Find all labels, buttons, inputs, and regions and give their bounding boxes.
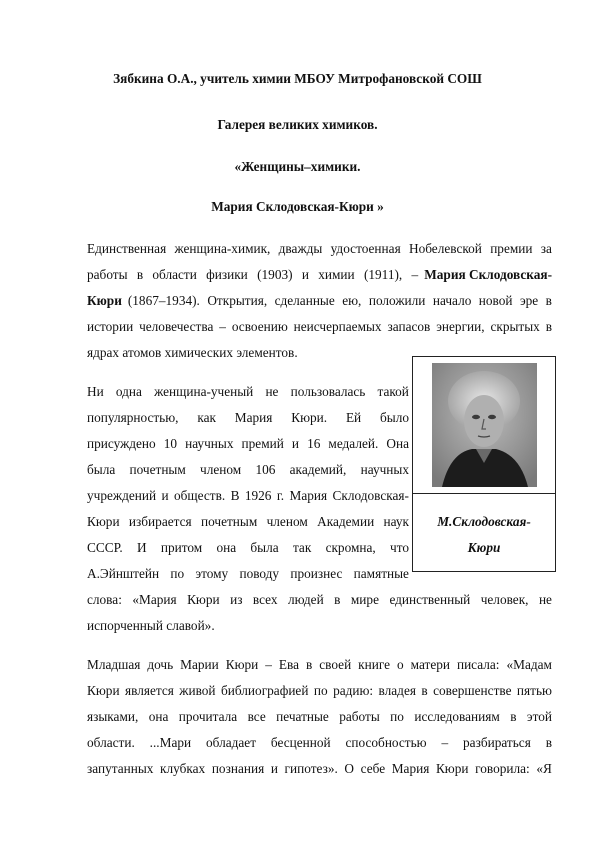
- word: членом: [200, 462, 242, 477]
- word: неисчерпаемых: [293, 319, 382, 334]
- word: В: [230, 488, 240, 503]
- word: ею,: [342, 293, 362, 308]
- word: разбираться: [463, 735, 531, 750]
- word: «Мадам: [506, 657, 552, 672]
- word: пятью: [516, 683, 552, 698]
- word: «Я: [536, 761, 552, 776]
- word: что: [390, 540, 409, 555]
- paragraph-2-line: испорченный славой».: [87, 618, 215, 633]
- word: работы: [87, 267, 128, 282]
- paragraph-2-line: [87, 383, 409, 401]
- word: человек,: [480, 592, 529, 607]
- word: прочитала: [178, 709, 238, 724]
- word: в: [545, 319, 552, 334]
- word: не: [265, 384, 279, 399]
- word: положили: [368, 293, 426, 308]
- word: слова:: [87, 592, 122, 607]
- word: почетным: [129, 462, 186, 477]
- word: в: [421, 683, 428, 698]
- word: членом: [266, 514, 308, 529]
- word: такой: [377, 384, 409, 399]
- word: сделанные: [274, 293, 335, 308]
- word: Академии: [317, 514, 375, 529]
- word: живой: [179, 683, 216, 698]
- paragraph-2-line: [87, 409, 409, 427]
- word: дважды: [278, 241, 323, 256]
- word: произнес: [290, 566, 343, 581]
- word: она: [216, 540, 237, 555]
- paragraph-2-line: [87, 435, 409, 453]
- paragraph-2-line: [87, 487, 409, 505]
- word: наук: [383, 514, 409, 529]
- word: новой: [478, 293, 513, 308]
- word: себе: [360, 761, 386, 776]
- paragraph-2-line: [87, 539, 409, 557]
- word: мире: [350, 592, 379, 607]
- word: не: [538, 592, 552, 607]
- word: области.: [87, 735, 135, 750]
- word: истории: [87, 319, 134, 334]
- word: физики: [206, 267, 248, 282]
- word: своей: [319, 657, 352, 672]
- photo-divider: [413, 493, 555, 494]
- word: этой: [526, 709, 552, 724]
- word: пользовалась: [290, 384, 366, 399]
- word: освоению: [231, 319, 288, 334]
- word: как: [197, 410, 216, 425]
- name-bold: Кюри: [87, 293, 122, 308]
- paragraph-3-line: [87, 656, 552, 674]
- word: –: [441, 735, 449, 750]
- word: запутанных: [87, 761, 154, 776]
- word: Ева: [278, 657, 300, 672]
- paragraph-1-line: ядрах атомов химических элементов.: [87, 345, 298, 360]
- word: бесценной: [270, 735, 331, 750]
- word: Открытия,: [207, 293, 268, 308]
- word: одна: [115, 384, 142, 399]
- word: матери: [410, 657, 450, 672]
- word: из: [230, 592, 243, 607]
- word: А.Эйнштейн: [87, 566, 160, 581]
- word: женщина-ученый: [154, 384, 254, 399]
- word: (1867–1934).: [127, 293, 200, 308]
- word: языками,: [87, 709, 139, 724]
- word: в: [545, 735, 552, 750]
- word: Кюри.: [291, 410, 328, 425]
- word: и: [301, 267, 309, 282]
- word: единственный: [389, 592, 471, 607]
- word: области: [152, 267, 197, 282]
- word: обладает: [206, 735, 256, 750]
- word: писала:: [456, 657, 500, 672]
- paragraph-1-line: [87, 266, 552, 284]
- word: популярностью,: [87, 410, 179, 425]
- word: скромна,: [325, 540, 376, 555]
- word: является: [125, 683, 174, 698]
- word: и: [291, 436, 300, 451]
- word: Нобелевской: [408, 241, 482, 256]
- paragraph-3-line: [87, 708, 552, 726]
- word: Младшая: [87, 657, 141, 672]
- word: эре: [519, 293, 539, 308]
- word: была: [87, 462, 116, 477]
- word: О: [344, 761, 355, 776]
- word: академий,: [289, 462, 347, 477]
- paragraph-3-line: [87, 760, 552, 778]
- word: Мария: [234, 410, 273, 425]
- word: в: [136, 267, 144, 282]
- paragraph-3-line: [87, 734, 552, 752]
- word: так: [292, 540, 312, 555]
- word: Мария: [289, 488, 328, 503]
- word: 1926: [244, 488, 272, 503]
- word: –: [219, 319, 226, 334]
- word: (1911),: [363, 267, 403, 282]
- paragraph-2-line: [87, 513, 409, 531]
- word: Кюри: [225, 657, 259, 672]
- author-line: Зябкина О.А., учитель химии МБОУ Митрофановской СОШ: [113, 71, 482, 86]
- word: всех: [252, 592, 278, 607]
- document-title-line-2: Мария Склодовская-Кюри »: [211, 199, 384, 214]
- word: совершенстве: [433, 683, 512, 698]
- word: начало: [432, 293, 472, 308]
- word: присуждено: [87, 436, 156, 451]
- photo-frame: [412, 356, 556, 572]
- word: говорила:: [475, 761, 530, 776]
- paragraph-2-line: [87, 461, 409, 479]
- paragraph-2-line: [87, 591, 552, 609]
- word: этому: [195, 566, 229, 581]
- word: 10: [163, 436, 178, 451]
- word: библиографией: [220, 683, 309, 698]
- word: научных: [360, 462, 409, 477]
- word: г.: [276, 488, 285, 503]
- word: за: [540, 241, 552, 256]
- word: печатные: [276, 709, 329, 724]
- word: запасов: [387, 319, 431, 334]
- word: работы: [339, 709, 380, 724]
- word: по: [390, 709, 404, 724]
- word: –: [411, 267, 419, 282]
- word: познания: [211, 761, 265, 776]
- word: Склодовская-: [332, 488, 409, 503]
- word: клубках: [160, 761, 206, 776]
- caption-line-1: М.Склодовская-: [437, 514, 531, 529]
- word: дочь: [147, 657, 174, 672]
- word: И: [136, 540, 147, 555]
- word: была: [250, 540, 279, 555]
- paragraph-3-line: [87, 682, 552, 700]
- word: скрытых: [490, 319, 540, 334]
- word: Кюри: [187, 592, 220, 607]
- word: –: [265, 657, 272, 672]
- word: Ни: [87, 384, 104, 399]
- word: притом: [160, 540, 203, 555]
- word: и: [270, 761, 278, 776]
- word: человечества: [139, 319, 214, 334]
- word: удостоенная: [330, 241, 401, 256]
- word: 16: [307, 436, 321, 451]
- word: обществ.: [174, 488, 226, 503]
- word: Единственная: [87, 241, 167, 256]
- word: по: [313, 683, 328, 698]
- caption-line-2: Кюри: [467, 540, 501, 555]
- word: Кюри: [435, 761, 469, 776]
- word: книге: [358, 657, 391, 672]
- word: в: [306, 657, 313, 672]
- word: в: [545, 293, 552, 308]
- word: премии: [490, 241, 533, 256]
- name-bold: Мария Склодовская-: [424, 267, 552, 282]
- word: медалей.: [328, 436, 379, 451]
- portrait-photo: [432, 363, 537, 487]
- text-span: [128, 292, 552, 310]
- word: научных: [185, 436, 234, 451]
- paragraph-1-line: [87, 292, 552, 310]
- word: в: [334, 592, 341, 607]
- word: радию:: [333, 683, 374, 698]
- word: Марии: [180, 657, 219, 672]
- word: Кюри: [87, 683, 120, 698]
- word: исследованиям: [414, 709, 500, 724]
- word: СССР.: [87, 540, 123, 555]
- word: памятные: [353, 566, 409, 581]
- text-span: [87, 266, 418, 284]
- series-title: Галерея великих химиков.: [217, 117, 378, 132]
- word: о: [397, 657, 404, 672]
- word: было: [380, 410, 409, 425]
- word: (1903): [257, 267, 293, 282]
- photo-caption: [413, 509, 555, 561]
- word: почетным: [200, 514, 258, 529]
- word: в: [510, 709, 517, 724]
- word: людей: [288, 592, 324, 607]
- word: Мария: [391, 761, 430, 776]
- word: ...Мари: [149, 735, 192, 750]
- word: Ей: [345, 410, 362, 425]
- word: учреждений: [87, 488, 157, 503]
- word: избирается: [128, 514, 192, 529]
- word: и: [161, 488, 169, 503]
- word: она: [148, 709, 169, 724]
- word: способностью: [345, 735, 427, 750]
- word: поводу: [239, 566, 280, 581]
- word: гипотез».: [284, 761, 338, 776]
- paragraph-2-line: [87, 565, 409, 583]
- word: энергии,: [436, 319, 485, 334]
- word: все: [247, 709, 266, 724]
- document-title-line-1: «Женщины–химики.: [234, 159, 361, 174]
- paragraph-1-line: [87, 318, 552, 336]
- word: химии: [318, 267, 355, 282]
- word: 106: [255, 462, 276, 477]
- word: премий: [241, 436, 284, 451]
- word: «Мария: [132, 592, 177, 607]
- word: по: [170, 566, 185, 581]
- word: Она: [386, 436, 409, 451]
- paragraph-1-line: [87, 240, 552, 258]
- word: женщина-химик,: [174, 241, 271, 256]
- word: владея: [378, 683, 416, 698]
- word: Кюри: [87, 514, 120, 529]
